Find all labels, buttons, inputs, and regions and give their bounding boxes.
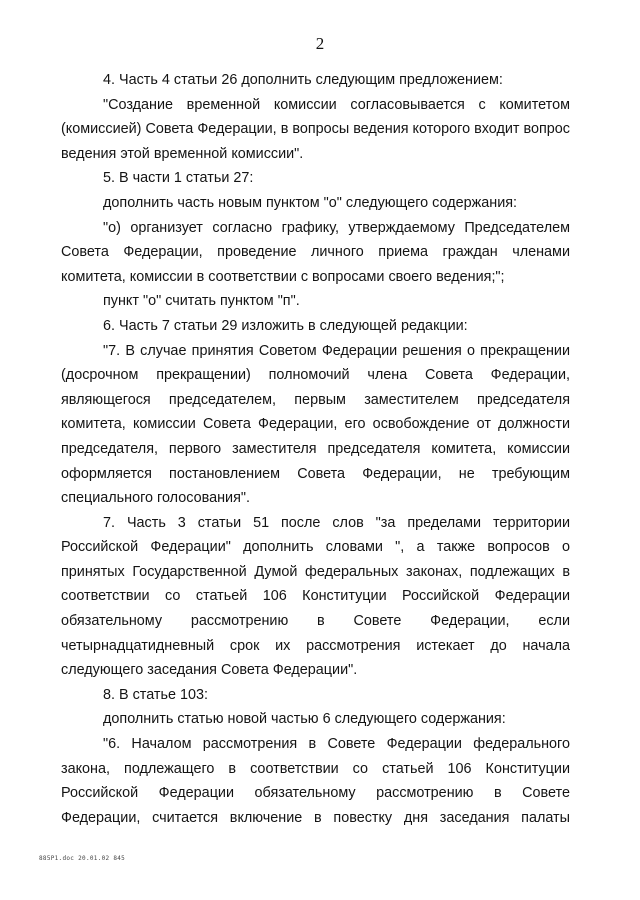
paragraph-item-8-quote: "6. Началом рассмотрения в Совете Федерации федерального закона, подлежащего в соответствии со статьей 106 Конституции Российской Федерации обязательному рассмотрению в Совете Федерации, считается включение в повестку дня заседания палаты	[61, 736, 570, 826]
paragraph-item-5-rename: пункт "о" считать пунктом "п".	[103, 293, 300, 310]
paragraph-item-5-instruction: дополнить часть новым пунктом "о" следующего содержания:	[103, 194, 518, 211]
paragraph-item-8: 8. В статье 103:	[103, 686, 209, 703]
page-number: 2	[315, 34, 325, 53]
file-footer: 885P1.doc 20.01.02 845	[39, 855, 126, 862]
paragraph-item-4: 4. Часть 4 статьи 26 дополнить следующим предложением:	[103, 72, 503, 88]
paragraph-item-6: 6. Часть 7 статьи 29 изложить в следующей редакции:	[103, 317, 468, 334]
paragraph-item-7: 7. Часть 3 статьи 51 после слов "за пределами территории Российской Федерации" дополнить словами ", а также вопросов о принятых Государственной Думой федеральных законах, подлежащих в соответствии со статьей 106 Конституции Российской Федерации обязательному рассмотрению в Совете Федерации, если четырнадцатидневный срок их рассмотрения истекает до начала следующего заседания Совета Федерации".	[61, 514, 570, 679]
paragraph-item-5: 5. В части 1 статьи 27:	[103, 170, 254, 187]
paragraph-item-4-quote: "Создание временной комиссии согласовывается с комитетом (комиссией) Совета Федерации, в вопросы ведения которого входит вопрос ведения этой временной комиссии".	[61, 96, 570, 162]
paragraph-item-6-quote: "7. В случае принятия Советом Федерации решения о прекращении (досрочном прекращении) полномочий члена Совета Федерации, являющегося председателем, первым заместителем председателя комитета, комиссии Совета Федерации, его освобождение от должности председателя, первого заместителя председателя комитета, комиссии оформляется постановлением Совета Федерации, не требующим специального голосования".	[61, 342, 570, 507]
paragraph-item-5-quote: "о) организует согласно графику, утверждаемому Председателем Совета Федерации, проведение личного приема граждан членами комитета, комиссии в соответствии с вопросами своего ведения;";	[61, 219, 570, 285]
document-body	[61, 68, 570, 830]
paragraph-item-8-instruction: дополнить статью новой частью 6 следующего содержания:	[103, 711, 506, 728]
